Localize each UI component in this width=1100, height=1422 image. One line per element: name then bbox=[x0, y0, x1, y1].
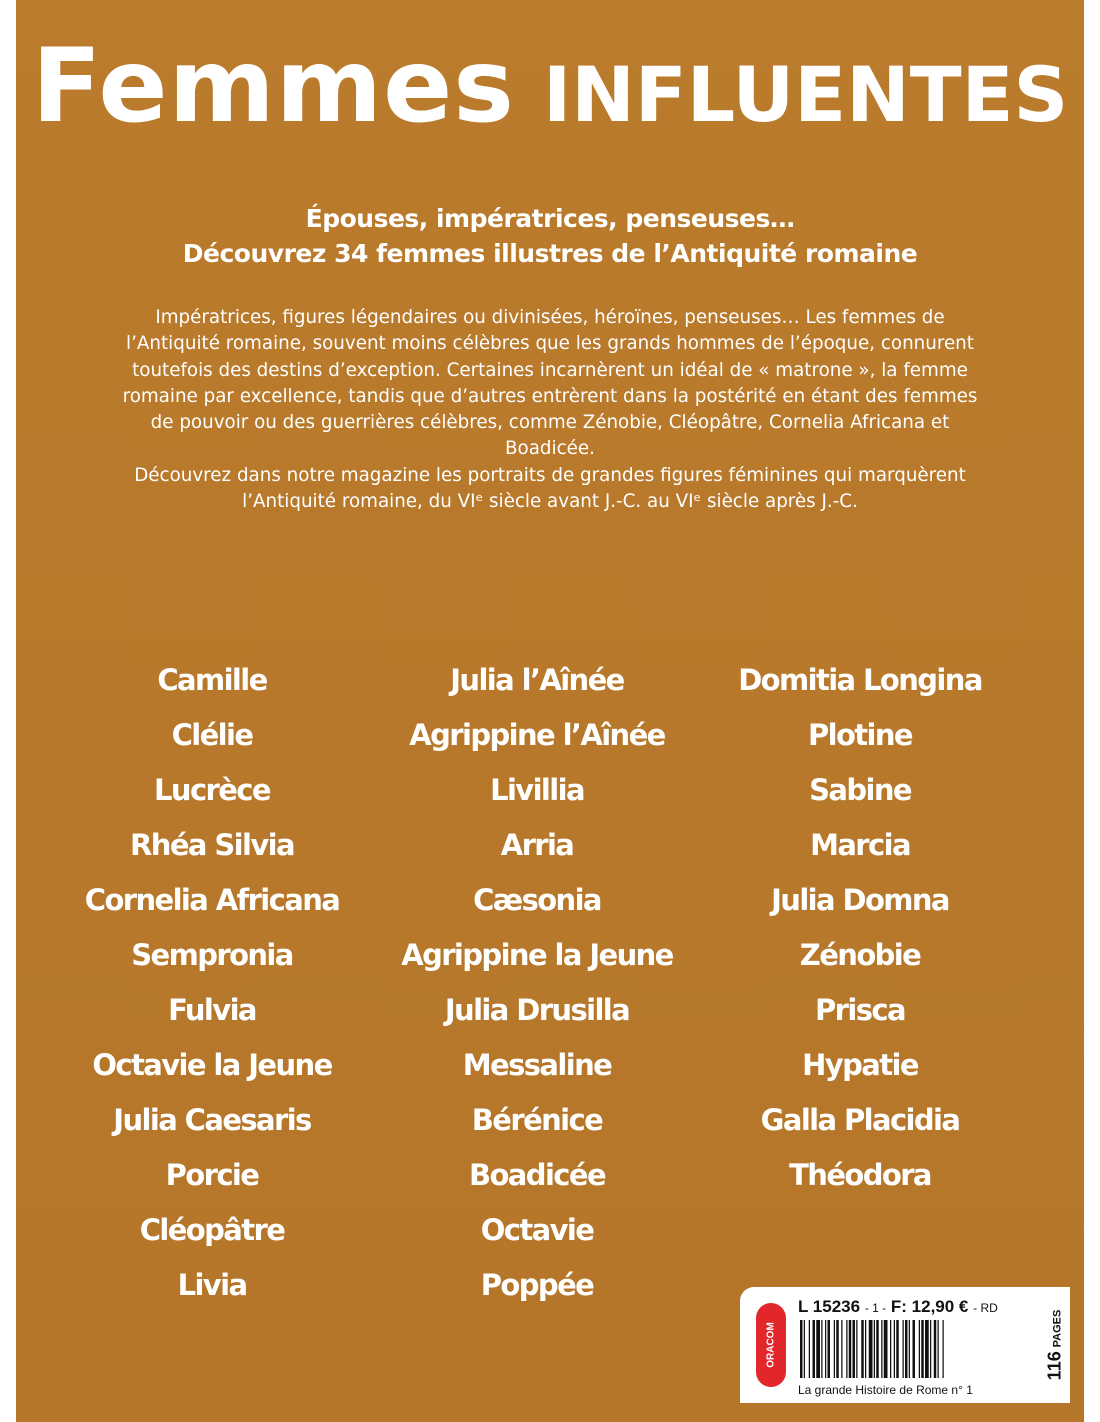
intro-paragraph-2: Découvrez dans notre magazine les portraits de grandes figures féminines qui marquèrent l’Antiquité romaine, du VIᵉ siècle avant J.-C. au VIᵉ siècle après J.-C. bbox=[134, 464, 966, 513]
barcode-bar bbox=[846, 1320, 847, 1378]
barcode-bar bbox=[925, 1320, 929, 1378]
barcode-bar bbox=[825, 1320, 826, 1378]
barcode-bar bbox=[881, 1320, 882, 1378]
name-item: Livia bbox=[177, 1268, 247, 1302]
subtitle bbox=[16, 201, 1084, 271]
barcode-bar bbox=[876, 1320, 879, 1378]
barcode-bar bbox=[800, 1320, 803, 1378]
name-item: Cléopâtre bbox=[139, 1213, 285, 1247]
name-item: Boadicée bbox=[468, 1158, 606, 1192]
barcode-bar bbox=[834, 1320, 835, 1378]
names-column-1 bbox=[42, 653, 382, 1313]
barcode-bar bbox=[905, 1320, 908, 1378]
name-item: Julia l’Aînée bbox=[450, 663, 624, 697]
page-count-number: 116 bbox=[1044, 1351, 1065, 1381]
barcode-bar bbox=[856, 1320, 857, 1378]
barcode-bar bbox=[853, 1320, 856, 1378]
barcode-bar bbox=[836, 1320, 839, 1378]
barcode-bar bbox=[913, 1320, 916, 1378]
barcode-bar bbox=[865, 1320, 866, 1378]
magazine-name: La grande Histoire de Rome n° 1 bbox=[798, 1383, 973, 1397]
name-item: Octavie la Jeune bbox=[92, 1048, 332, 1082]
name-item: Agrippine l’Aînée bbox=[409, 718, 665, 752]
barcode-bar bbox=[874, 1320, 875, 1378]
page-count bbox=[1040, 1287, 1070, 1403]
cover-title bbox=[16, 27, 1084, 146]
barcode-suffix: - RD bbox=[973, 1301, 998, 1315]
barcode-bar bbox=[919, 1320, 920, 1378]
name-item: Rhéa Silvia bbox=[130, 828, 294, 862]
name-item: Agrippine la Jeune bbox=[401, 938, 673, 972]
publisher-logo-text: ORACOM bbox=[765, 1322, 777, 1368]
name-item: Hypatie bbox=[802, 1048, 918, 1082]
page-count-label: PAGES bbox=[1051, 1309, 1064, 1348]
names-column-3 bbox=[690, 653, 1030, 1203]
barcode-code-line bbox=[798, 1297, 998, 1317]
barcode-code: L 15236 bbox=[798, 1297, 861, 1316]
intro-paragraph-1: Impératrices, figures légendaires ou divinisées, héroïnes, penseuses… Les femmes de l’Antiquité romaine, souvent moins célèbres que les grands hommes de l’époque, connurent toutefois des destins d’exception. Certaines incarnèrent un idéal de « matrone », la femme romaine par excellence, tandis que d’autres entrèrent dans la postérité en étant des femmes de pouvoir ou des guerrières célèbres, comme Zénobie, Cléopâtre, Cornelia Africana et Boadicée. bbox=[122, 307, 978, 460]
name-item: Domitia Longina bbox=[738, 663, 982, 697]
names-column-2 bbox=[367, 653, 707, 1313]
name-item: Plotine bbox=[807, 718, 913, 752]
title-femmes: Femmes bbox=[31, 27, 515, 146]
subtitle-line-1: Épouses, impératrices, penseuses… bbox=[305, 204, 795, 233]
barcode-bar bbox=[816, 1320, 820, 1378]
barcode-bar bbox=[938, 1320, 939, 1378]
subtitle-line-2: Découvrez 34 femmes illustres de l’Antiquité romaine bbox=[182, 239, 918, 268]
barcode-bar bbox=[896, 1320, 899, 1378]
name-item: Julia Drusilla bbox=[444, 993, 630, 1027]
title-influentes: INFLUENTES bbox=[542, 50, 1069, 139]
barcode-bar bbox=[921, 1320, 924, 1378]
barcode-bar bbox=[934, 1320, 937, 1378]
barcode-bar bbox=[884, 1320, 888, 1378]
barcode-bar bbox=[841, 1320, 842, 1378]
name-item: Arria bbox=[500, 828, 574, 862]
barcode-bar bbox=[828, 1320, 831, 1378]
name-item: Sempronia bbox=[131, 938, 293, 972]
barcode-bar bbox=[930, 1320, 931, 1378]
name-item: Marcia bbox=[810, 828, 910, 862]
barcode-bar bbox=[869, 1320, 873, 1378]
name-item: Zénobie bbox=[799, 938, 921, 972]
name-item: Prisca bbox=[815, 993, 905, 1027]
barcode-panel bbox=[740, 1287, 1040, 1403]
name-item: Livillia bbox=[490, 773, 584, 807]
barcode-bar bbox=[903, 1320, 904, 1378]
name-item: Fulvia bbox=[168, 993, 256, 1027]
intro-text bbox=[116, 305, 984, 515]
name-item: Sabine bbox=[809, 773, 911, 807]
barcode-bar bbox=[894, 1320, 895, 1378]
name-item: Cæsonia bbox=[473, 883, 601, 917]
name-item: Porcie bbox=[165, 1158, 259, 1192]
name-item: Bérénice bbox=[471, 1103, 603, 1137]
barcode-bar bbox=[804, 1320, 805, 1378]
name-item: Julia Caesaris bbox=[113, 1103, 311, 1137]
barcode-bars bbox=[798, 1320, 1036, 1378]
name-item: Lucrèce bbox=[154, 773, 270, 807]
barcode-bar bbox=[861, 1320, 864, 1378]
name-item: Cornelia Africana bbox=[84, 883, 340, 917]
barcode-bar bbox=[821, 1320, 822, 1378]
barcode-bar bbox=[813, 1320, 816, 1378]
barcode-bar bbox=[849, 1320, 852, 1378]
name-item: Galla Placidia bbox=[760, 1103, 960, 1137]
name-item: Camille bbox=[157, 663, 267, 697]
barcode-bar bbox=[943, 1320, 944, 1378]
back-cover bbox=[16, 0, 1084, 1422]
barcode-bar bbox=[890, 1320, 891, 1378]
barcode-bar bbox=[809, 1320, 810, 1378]
barcode-bar bbox=[909, 1320, 910, 1378]
barcode-issue: - 1 - bbox=[864, 1301, 887, 1315]
barcode-label bbox=[740, 1287, 1084, 1403]
publisher-logo bbox=[756, 1303, 786, 1387]
name-item: Julia Domna bbox=[771, 883, 949, 917]
name-item: Poppée bbox=[480, 1268, 594, 1302]
name-item: Théodora bbox=[789, 1158, 931, 1192]
barcode-price: F: 12,90 € bbox=[890, 1297, 969, 1316]
name-item: Octavie bbox=[480, 1213, 594, 1247]
name-item: Messaline bbox=[462, 1048, 612, 1082]
name-item: Clélie bbox=[171, 718, 253, 752]
